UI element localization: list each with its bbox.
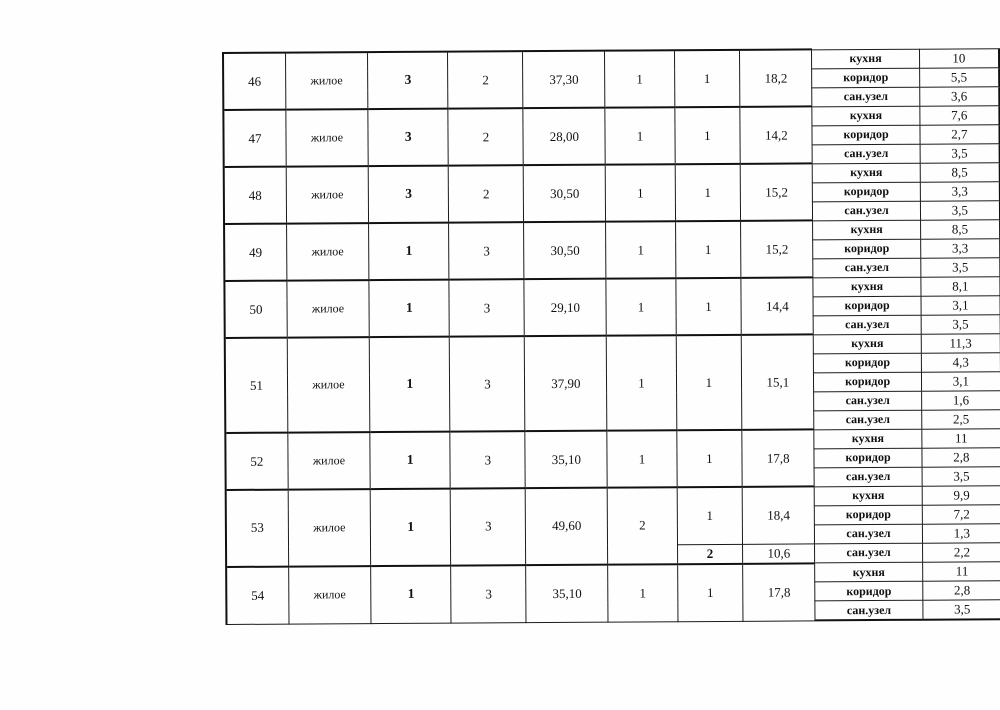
cell-floor: 3	[449, 222, 524, 279]
cell-count-2: 1	[676, 430, 742, 487]
cell-count-1: 2	[608, 487, 678, 564]
cell-premises-area: 11,3	[921, 333, 1000, 352]
cell-premises-name: коридор	[814, 353, 921, 373]
cell-count-2: 1	[674, 107, 740, 164]
cell-floor: 3	[450, 336, 525, 431]
cell-living-area: 15,1	[741, 334, 814, 429]
cell-purpose: жилое	[287, 337, 370, 433]
cell-purpose: жилое	[286, 223, 369, 281]
cell-premises-name: кухня	[815, 562, 922, 582]
apartment-specification-table	[222, 47, 1000, 625]
cell-premises-area: 8,1	[921, 276, 1000, 295]
cell-count-2: 1	[675, 278, 741, 335]
cell-number: 52	[225, 433, 288, 490]
cell-premises-area: 4,3	[921, 352, 1000, 371]
cell-premises-name: сан.узел	[814, 391, 921, 411]
cell-purpose: жилое	[285, 52, 368, 110]
cell-premises-area: 2,2	[922, 542, 1000, 562]
cell-premises-area: 2,8	[922, 581, 1000, 600]
cell-premises-name: сан.узел	[815, 543, 922, 563]
cell-count-2: 1	[674, 50, 740, 107]
cell-premises-area: 11	[922, 428, 1000, 447]
cell-premises-area: 2,5	[921, 409, 1000, 428]
cell-premises-name: кухня	[815, 486, 922, 506]
cell-premises-name: сан.узел	[815, 600, 922, 620]
cell-premises-area: 8,5	[920, 219, 1000, 238]
cell-purpose: жилое	[286, 109, 369, 167]
cell-purpose: жилое	[286, 166, 369, 224]
cell-number: 47	[223, 110, 286, 167]
cell-count-2: 1	[677, 563, 743, 621]
cell-premises-name: кухня	[813, 163, 920, 183]
cell-premises-area: 3,1	[921, 371, 1000, 390]
cell-living-area: 17,8	[742, 429, 815, 486]
cell-count-1: 1	[606, 278, 676, 335]
cell-premises-area: 1,3	[922, 523, 1000, 542]
cell-premises-area: 2,7	[920, 124, 1000, 143]
cell-floor: 3	[451, 565, 526, 623]
cell-premises-area: 3,3	[920, 238, 1000, 257]
cell-premises-name: коридор	[812, 68, 919, 88]
cell-premises-area: 10	[919, 48, 999, 67]
cell-premises-name: кухня	[813, 220, 920, 240]
cell-count-1: 1	[605, 50, 675, 107]
cell-area: 28,00	[523, 108, 605, 166]
cell-living-area-extra: 10,6	[743, 543, 815, 563]
cell-rooms: 1	[370, 489, 451, 566]
cell-premises-name: коридор	[813, 182, 920, 202]
cell-rooms: 1	[369, 223, 450, 280]
cell-count-1: 1	[607, 430, 677, 487]
cell-count-1: 1	[605, 107, 675, 164]
cell-premises-name: коридор	[814, 448, 921, 468]
cell-premises-area: 9,9	[922, 485, 1000, 504]
cell-number: 49	[224, 224, 287, 281]
cell-purpose: жилое	[287, 280, 370, 338]
cell-premises-name: сан.узел	[814, 410, 921, 430]
cell-premises-name: кухня	[814, 334, 921, 354]
cell-area: 35,10	[525, 431, 607, 489]
cell-premises-name: сан.узел	[814, 467, 921, 487]
cell-premises-area: 3,5	[920, 200, 1000, 219]
cell-rooms: 3	[368, 109, 449, 166]
cell-area: 35,10	[526, 564, 608, 622]
cell-area: 30,50	[524, 165, 606, 223]
cell-premises-area: 3,5	[923, 600, 1000, 620]
cell-purpose: жилое	[288, 566, 371, 624]
cell-purpose: жилое	[288, 432, 371, 490]
cell-premises-area: 3,3	[920, 181, 1000, 200]
cell-count-1: 1	[606, 221, 676, 278]
cell-premises-name: коридор	[813, 296, 920, 316]
cell-floor: 2	[448, 108, 523, 165]
cell-premises-area: 3,5	[921, 314, 1000, 333]
cell-premises-area: 3,6	[919, 86, 999, 105]
cell-premises-name: коридор	[813, 239, 920, 259]
cell-premises-area: 2,8	[922, 447, 1000, 466]
cell-floor: 2	[449, 165, 524, 222]
cell-number: 50	[224, 281, 287, 338]
cell-premises-name: кухня	[813, 277, 920, 297]
cell-premises-area: 1,6	[921, 390, 1000, 409]
cell-premises-name: кухня	[814, 429, 921, 449]
cell-count-2: 1	[675, 164, 741, 221]
cell-number: 51	[225, 338, 288, 433]
cell-area: 30,50	[524, 222, 606, 280]
cell-number: 46	[223, 53, 286, 110]
cell-living-area: 18,4	[742, 486, 815, 543]
cell-rooms: 1	[370, 432, 451, 489]
table-container	[222, 47, 1000, 625]
cell-area: 49,60	[525, 488, 607, 565]
cell-floor: 3	[450, 431, 525, 488]
cell-living-area: 17,8	[743, 563, 816, 621]
cell-number: 53	[226, 490, 289, 567]
cell-premises-area: 7,2	[922, 504, 1000, 523]
cell-premises-area: 3,1	[921, 295, 1000, 314]
cell-count-1: 1	[607, 335, 677, 430]
cell-living-area: 14,2	[740, 106, 813, 163]
cell-premises-area: 3,5	[920, 143, 1000, 162]
cell-rooms: 1	[369, 337, 450, 432]
cell-premises-name: кухня	[812, 49, 919, 69]
cell-floor: 3	[451, 488, 526, 565]
cell-floor: 3	[449, 279, 524, 336]
cell-premises-area: 7,6	[920, 105, 1000, 124]
cell-rooms: 3	[368, 166, 449, 223]
cell-premises-area: 3,5	[922, 466, 1000, 485]
cell-area: 29,10	[524, 279, 606, 337]
cell-premises-name: сан.узел	[815, 524, 922, 544]
cell-count-2: 1	[676, 335, 742, 430]
cell-premises-name: сан.узел	[812, 144, 919, 164]
cell-count-1: 1	[606, 164, 676, 221]
cell-area: 37,90	[525, 336, 608, 431]
cell-rooms: 3	[368, 52, 449, 109]
cell-number: 48	[224, 167, 287, 224]
cell-count-2-extra: 2	[677, 544, 743, 564]
cell-premises-area: 8,5	[920, 162, 1000, 181]
cell-premises-name: коридор	[815, 505, 922, 525]
cell-premises-name: сан.узел	[812, 87, 919, 107]
cell-premises-name: коридор	[815, 581, 922, 601]
cell-premises-name: кухня	[812, 106, 919, 126]
cell-premises-name: сан.узел	[813, 258, 920, 278]
cell-purpose: жилое	[288, 489, 371, 566]
cell-premises-name: сан.узел	[814, 315, 921, 335]
cell-rooms: 1	[369, 280, 450, 337]
cell-living-area: 14,4	[741, 277, 814, 334]
cell-living-area: 18,2	[740, 49, 813, 106]
cell-rooms: 1	[371, 565, 452, 623]
cell-premises-name: коридор	[814, 372, 921, 392]
cell-count-2: 1	[675, 221, 741, 278]
cell-floor: 2	[448, 51, 523, 108]
cell-living-area: 15,2	[741, 220, 814, 277]
cell-premises-area: 5,5	[919, 67, 999, 86]
cell-premises-name: коридор	[812, 125, 919, 145]
cell-living-area: 15,2	[740, 163, 813, 220]
cell-area: 37,30	[523, 51, 605, 109]
cell-count-1: 1	[608, 564, 678, 622]
cell-premises-name: сан.узел	[813, 201, 920, 221]
cell-premises-area: 3,5	[920, 257, 1000, 276]
cell-number: 54	[226, 566, 289, 624]
cell-premises-area: 11	[922, 562, 1000, 581]
cell-count-2: 1	[677, 487, 743, 544]
